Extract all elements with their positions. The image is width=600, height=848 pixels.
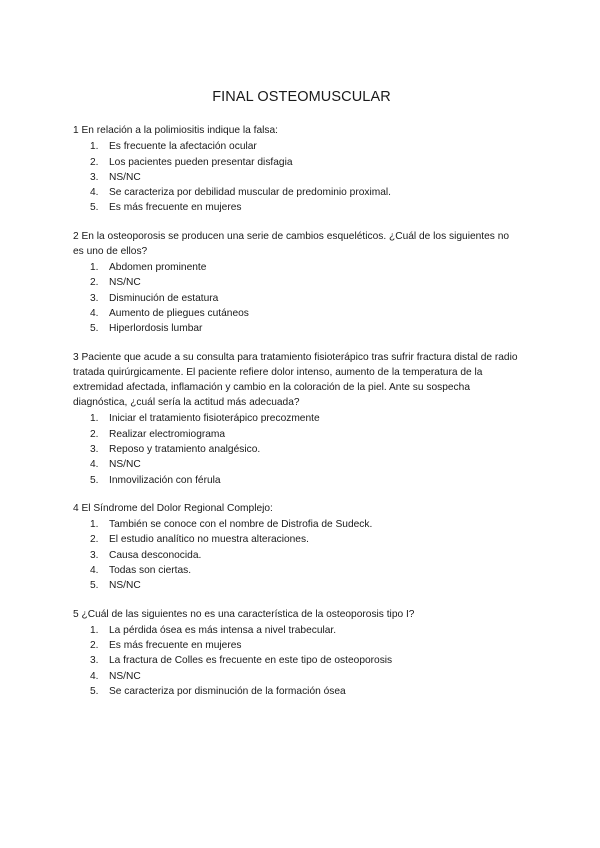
- page-title: FINAL OSTEOMUSCULAR: [212, 89, 391, 105]
- option-number: 4.: [90, 564, 99, 576]
- option-item: [73, 638, 520, 653]
- option-item: [73, 321, 520, 336]
- option-number: 3.: [90, 292, 99, 304]
- option-number: 5.: [90, 323, 99, 335]
- option-number: 2.: [90, 156, 99, 168]
- option-text: Los pacientes pueden presentar disfagia: [109, 156, 293, 168]
- option-text: Todas son ciertas.: [109, 564, 192, 576]
- option-text: Reposo y tratamiento analgésico.: [109, 443, 261, 455]
- option-number: 3.: [90, 443, 99, 455]
- option-item: [73, 473, 520, 488]
- option-text: Causa desconocida.: [109, 549, 202, 561]
- option-text: NS/NC: [109, 459, 141, 471]
- option-number: 1.: [90, 413, 99, 425]
- option-text: La fractura de Colles es frecuente en este tipo de osteoporosis: [109, 655, 393, 667]
- question-text: 2 En la osteoporosis se producen una serie de cambios esqueléticos. ¿Cuál de los siguientes no es uno de ellos?: [73, 230, 510, 257]
- question-4: [73, 501, 520, 594]
- option-item: [73, 684, 520, 699]
- option-number: 1.: [90, 624, 99, 636]
- option-text: Aumento de pliegues cutáneos: [109, 307, 249, 319]
- question-5: [73, 607, 520, 700]
- option-item: [73, 155, 520, 170]
- option-item: [73, 260, 520, 275]
- option-number: 2.: [90, 428, 99, 440]
- question-1: [73, 123, 520, 216]
- option-number: 2.: [90, 534, 99, 546]
- option-text: La pérdida ósea es más intensa a nivel trabecular.: [109, 624, 337, 636]
- option-number: 5.: [90, 474, 99, 486]
- option-number: 1.: [90, 141, 99, 153]
- option-text: Disminución de estatura: [109, 292, 219, 304]
- option-number: 5.: [90, 580, 99, 592]
- option-item: [73, 427, 520, 442]
- option-item: [73, 411, 520, 426]
- option-text: Es frecuente la afectación ocular: [109, 141, 257, 153]
- option-item: [73, 578, 520, 593]
- option-item: [73, 532, 520, 547]
- question-text: 4 El Síndrome del Dolor Regional Complejo:: [73, 502, 273, 514]
- option-text: Hiperlordosis lumbar: [109, 323, 203, 335]
- option-text: Se caracteriza por disminución de la formación ósea: [109, 685, 346, 697]
- question-text: 1 En relación a la polimiositis indique la falsa:: [73, 125, 278, 136]
- option-item: [73, 623, 520, 638]
- option-item: [73, 200, 520, 215]
- option-text: NS/NC: [109, 277, 141, 289]
- option-item: [73, 170, 520, 185]
- option-number: 5.: [90, 202, 99, 214]
- option-item: [73, 669, 520, 684]
- option-item: [73, 275, 520, 290]
- option-item: [73, 306, 520, 321]
- option-number: 2.: [90, 277, 99, 289]
- option-number: 1.: [90, 262, 99, 274]
- option-text: Es más frecuente en mujeres: [109, 640, 242, 652]
- option-number: 3.: [90, 655, 99, 667]
- option-text: Iniciar el tratamiento fisioterápico precozmente: [109, 413, 320, 425]
- option-number: 4.: [90, 187, 99, 199]
- option-text: NS/NC: [109, 670, 141, 682]
- option-text: Abdomen prominente: [109, 262, 207, 274]
- option-item: [73, 291, 520, 306]
- option-number: 1.: [90, 519, 99, 531]
- question-text: 3 Paciente que acude a su consulta para tratamiento fisioterápico tras sufrir fractura distal de radio tratada quirúrgicamente. El paciente refiere dolor intenso, aumento de la temperatura de la extremidad afectada, inflamación y cambio en la coloración de la piel. Ante su sospecha diagnóstica, ¿cuál sería la actitud más adecuada?: [73, 351, 518, 409]
- option-item: [73, 442, 520, 457]
- option-text: Es más frecuente en mujeres: [109, 202, 242, 214]
- option-text: NS/NC: [109, 580, 141, 592]
- option-text: También se conoce con el nombre de Distrofia de Sudeck.: [109, 519, 373, 531]
- option-item: [73, 185, 520, 200]
- option-number: 4.: [90, 307, 99, 319]
- option-item: [73, 563, 520, 578]
- option-item: [73, 517, 520, 532]
- option-number: 4.: [90, 459, 99, 471]
- option-number: 4.: [90, 670, 99, 682]
- option-list: [73, 623, 520, 699]
- option-item: [73, 139, 520, 154]
- option-text: El estudio analítico no muestra alteraciones.: [109, 534, 309, 546]
- option-list: [73, 411, 520, 487]
- option-item: [73, 457, 520, 472]
- option-list: [73, 517, 520, 593]
- option-number: 3.: [90, 549, 99, 561]
- option-number: 2.: [90, 640, 99, 652]
- option-list: [73, 260, 520, 336]
- option-item: [73, 548, 520, 563]
- option-text: NS/NC: [109, 171, 141, 183]
- question-text: 5 ¿Cuál de las siguientes no es una característica de la osteoporosis tipo I?: [73, 608, 415, 620]
- option-item: [73, 653, 520, 668]
- option-text: Realizar electromiograma: [109, 428, 226, 440]
- question-2: [73, 229, 520, 337]
- question-3: [73, 350, 520, 488]
- option-number: 3.: [90, 171, 99, 183]
- option-list: [73, 139, 520, 215]
- option-number: 5.: [90, 685, 99, 697]
- option-text: Inmovilización con férula: [109, 474, 221, 486]
- option-text: Se caracteriza por debilidad muscular de predominio proximal.: [109, 187, 391, 199]
